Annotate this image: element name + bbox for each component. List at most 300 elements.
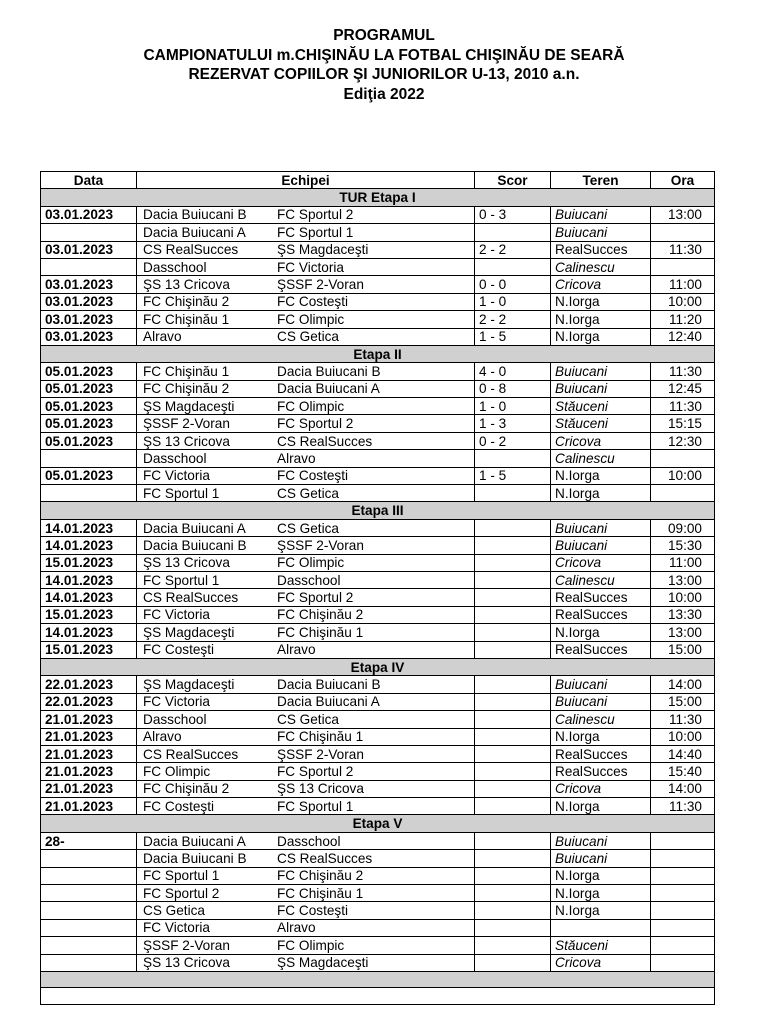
match-date: 03.01.2023 [41, 276, 137, 293]
away-team: ŞSSF 2-Voran [277, 537, 364, 553]
stage-label: Etapa V [41, 815, 715, 832]
home-team: FC Victoria [143, 468, 210, 484]
match-teams [137, 763, 475, 780]
match-date: 28- [41, 832, 137, 849]
home-team: ŞS Magdaceşti [143, 624, 235, 640]
match-row [41, 589, 715, 606]
match-venue: Buiucani [551, 206, 651, 223]
match-date: 14.01.2023 [41, 589, 137, 606]
match-teams [137, 919, 475, 936]
match-time: 14:00 [651, 780, 715, 797]
blank-cell [41, 971, 715, 987]
match-row [41, 554, 715, 571]
match-venue: Stăuceni [551, 398, 651, 415]
match-venue: Calinescu [551, 571, 651, 588]
match-score [475, 571, 551, 588]
match-date [41, 485, 137, 502]
match-row [41, 745, 715, 762]
away-team: ŞSSF 2-Voran [277, 277, 364, 293]
match-time: 13:00 [651, 571, 715, 588]
match-teams [137, 728, 475, 745]
match-score: 1 - 0 [475, 293, 551, 310]
away-team: FC Olimpic [277, 937, 345, 953]
match-time: 13:30 [651, 606, 715, 623]
match-teams [137, 293, 475, 310]
match-row [41, 415, 715, 432]
stage-row [41, 345, 715, 362]
match-teams [137, 415, 475, 432]
away-team: FC Olimpic [277, 555, 345, 571]
match-teams [137, 641, 475, 658]
match-row [41, 937, 715, 954]
match-score [475, 798, 551, 815]
match-score [475, 902, 551, 919]
match-time [651, 832, 715, 849]
away-team: FC Costeşti [277, 468, 349, 484]
away-team: CS Getica [277, 711, 339, 727]
match-score [475, 537, 551, 554]
match-date [41, 867, 137, 884]
home-team: Dacia Buiucani B [143, 537, 247, 553]
match-score [475, 763, 551, 780]
match-venue: N.Iorga [551, 902, 651, 919]
match-venue: Buiucani [551, 850, 651, 867]
match-venue: Buiucani [551, 363, 651, 380]
match-venue: N.Iorga [551, 728, 651, 745]
match-venue: N.Iorga [551, 467, 651, 484]
match-time [651, 885, 715, 902]
match-date: 22.01.2023 [41, 693, 137, 710]
match-score [475, 258, 551, 275]
home-team: FC Chişinău 2 [143, 781, 230, 797]
match-score: 1 - 5 [475, 467, 551, 484]
match-score [475, 867, 551, 884]
header-category: REZERVAT COPIILOR ŞI JUNIORILOR U-13, 2010 a.n. [188, 66, 580, 83]
match-date: 15.01.2023 [41, 641, 137, 658]
match-teams [137, 467, 475, 484]
match-teams [137, 311, 475, 328]
away-team: FC Costeşti [277, 294, 349, 310]
match-row [41, 276, 715, 293]
match-teams [137, 850, 475, 867]
match-score [475, 850, 551, 867]
header-title: PROGRAMUL [333, 27, 435, 44]
match-teams [137, 589, 475, 606]
home-team: FC Sportul 1 [143, 868, 220, 884]
match-date: 03.01.2023 [41, 206, 137, 223]
document-header [0, 26, 768, 104]
match-date: 15.01.2023 [41, 554, 137, 571]
home-team: FC Chişinău 2 [143, 294, 230, 310]
match-time [651, 850, 715, 867]
away-team: FC Sportul 2 [277, 590, 354, 606]
match-venue: Buiucani [551, 537, 651, 554]
match-time: 11:30 [651, 798, 715, 815]
away-team: Dacia Buiucani B [277, 363, 381, 379]
match-row [41, 311, 715, 328]
stage-label: TUR Etapa I [41, 189, 715, 206]
column-header-score: Scor [475, 172, 551, 189]
match-date: 14.01.2023 [41, 571, 137, 588]
match-score [475, 885, 551, 902]
home-team: CS RealSucces [143, 746, 239, 762]
away-team: Dacia Buiucani A [277, 381, 380, 397]
match-time [651, 902, 715, 919]
away-team: FC Olimpic [277, 311, 345, 327]
match-teams [137, 693, 475, 710]
match-date: 15.01.2023 [41, 606, 137, 623]
match-date [41, 885, 137, 902]
match-time: 10:00 [651, 293, 715, 310]
match-score: 0 - 8 [475, 380, 551, 397]
home-team: FC Victoria [143, 920, 210, 936]
home-team: CS Getica [143, 903, 205, 919]
match-row [41, 206, 715, 223]
match-venue: N.Iorga [551, 485, 651, 502]
home-team: ŞS 13 Cricova [143, 277, 230, 293]
home-team: FC Chişinău 1 [143, 311, 230, 327]
match-date [41, 850, 137, 867]
match-teams [137, 937, 475, 954]
column-header-date: Data [41, 172, 137, 189]
away-team: CS Getica [277, 329, 339, 345]
match-time: 14:00 [651, 676, 715, 693]
match-time [651, 937, 715, 954]
match-row [41, 780, 715, 797]
match-venue: Cricova [551, 954, 651, 971]
away-team: FC Sportul 1 [277, 224, 354, 240]
match-score: 1 - 5 [475, 328, 551, 345]
match-row [41, 519, 715, 536]
match-time: 10:00 [651, 589, 715, 606]
match-time: 15:30 [651, 537, 715, 554]
match-score [475, 589, 551, 606]
match-teams [137, 258, 475, 275]
match-score [475, 450, 551, 467]
match-time: 11:00 [651, 276, 715, 293]
match-venue: Cricova [551, 780, 651, 797]
column-header-time: Ora [651, 172, 715, 189]
home-team: Alravo [143, 729, 182, 745]
away-team: Alravo [277, 450, 316, 466]
match-time: 15:00 [651, 641, 715, 658]
away-team: Dasschool [277, 572, 341, 588]
match-time: 11:30 [651, 398, 715, 415]
match-teams [137, 676, 475, 693]
match-row [41, 293, 715, 310]
match-date [41, 954, 137, 971]
home-team: ŞS 13 Cricova [143, 433, 230, 449]
match-venue: Cricova [551, 276, 651, 293]
header-edition: Ediţia 2022 [343, 85, 425, 103]
match-time: 15:40 [651, 763, 715, 780]
away-team: CS Getica [277, 520, 339, 536]
match-teams [137, 885, 475, 902]
match-row [41, 380, 715, 397]
match-date: 21.01.2023 [41, 745, 137, 762]
match-score: 4 - 0 [475, 363, 551, 380]
match-row [41, 485, 715, 502]
stage-row [41, 658, 715, 675]
match-score [475, 519, 551, 536]
column-header-venue: Teren [551, 172, 651, 189]
match-venue: N.Iorga [551, 293, 651, 310]
home-team: Dacia Buiucani A [143, 833, 246, 849]
match-row [41, 571, 715, 588]
match-date: 05.01.2023 [41, 363, 137, 380]
match-score [475, 606, 551, 623]
match-date: 05.01.2023 [41, 415, 137, 432]
match-time [651, 919, 715, 936]
match-row [41, 867, 715, 884]
match-time: 13:00 [651, 206, 715, 223]
match-venue: Buiucani [551, 832, 651, 849]
match-venue: Stăuceni [551, 937, 651, 954]
away-team: FC Chişinău 1 [277, 624, 364, 640]
blank-row [41, 971, 715, 987]
away-team: FC Olimpic [277, 398, 345, 414]
match-time: 15:00 [651, 693, 715, 710]
match-date [41, 919, 137, 936]
match-score: 0 - 2 [475, 432, 551, 449]
match-row [41, 919, 715, 936]
match-time: 15:15 [651, 415, 715, 432]
home-team: FC Costeşti [143, 642, 215, 658]
match-venue: Buiucani [551, 693, 651, 710]
match-venue: RealSucces [551, 606, 651, 623]
home-team: Alravo [143, 329, 182, 345]
match-teams [137, 537, 475, 554]
match-teams [137, 276, 475, 293]
away-team: CS RealSucces [277, 433, 373, 449]
match-time: 11:30 [651, 711, 715, 728]
match-date [41, 937, 137, 954]
match-time: 11:20 [651, 311, 715, 328]
match-venue: RealSucces [551, 745, 651, 762]
match-score [475, 641, 551, 658]
match-score [475, 624, 551, 641]
home-team: ŞS Magdaceşti [143, 398, 235, 414]
header-championship: CAMPIONATULUI m.CHIŞINĂU LA FOTBAL CHIŞINĂU DE SEARĂ [143, 46, 625, 64]
match-row [41, 954, 715, 971]
match-teams [137, 902, 475, 919]
match-time: 10:00 [651, 467, 715, 484]
match-score: 2 - 2 [475, 241, 551, 258]
match-venue: Buiucani [551, 224, 651, 241]
match-teams [137, 780, 475, 797]
match-teams [137, 519, 475, 536]
match-date: 21.01.2023 [41, 711, 137, 728]
away-team: FC Chişinău 1 [277, 729, 364, 745]
match-score [475, 711, 551, 728]
home-team: ŞSSF 2-Voran [143, 416, 230, 432]
match-venue: N.Iorga [551, 311, 651, 328]
match-date [41, 258, 137, 275]
match-row [41, 224, 715, 241]
match-row [41, 728, 715, 745]
table-body [41, 189, 715, 1005]
match-teams [137, 832, 475, 849]
match-score [475, 676, 551, 693]
match-date [41, 224, 137, 241]
match-row [41, 624, 715, 641]
match-teams [137, 398, 475, 415]
table-header-row [41, 172, 715, 189]
match-venue: N.Iorga [551, 624, 651, 641]
match-row [41, 432, 715, 449]
away-team: FC Chişinău 1 [277, 885, 364, 901]
match-teams [137, 954, 475, 971]
match-score: 1 - 3 [475, 415, 551, 432]
away-team: FC Chişinău 2 [277, 607, 364, 623]
match-date: 03.01.2023 [41, 311, 137, 328]
match-time: 12:30 [651, 432, 715, 449]
match-teams [137, 485, 475, 502]
match-date: 05.01.2023 [41, 432, 137, 449]
away-team: FC Sportul 1 [277, 798, 354, 814]
stage-label: Etapa III [41, 502, 715, 519]
home-team: FC Chişinău 1 [143, 363, 230, 379]
match-time: 14:40 [651, 745, 715, 762]
match-score: 0 - 0 [475, 276, 551, 293]
home-team: FC Sportul 1 [143, 485, 220, 501]
away-team: ŞS Magdaceşti [277, 242, 369, 258]
match-teams [137, 224, 475, 241]
stage-row [41, 189, 715, 206]
away-team: Dacia Buiucani B [277, 677, 381, 693]
match-venue: N.Iorga [551, 328, 651, 345]
match-score: 2 - 2 [475, 311, 551, 328]
match-teams [137, 745, 475, 762]
match-date: 14.01.2023 [41, 537, 137, 554]
away-team: FC Chişinău 2 [277, 868, 364, 884]
match-row [41, 711, 715, 728]
match-time [651, 867, 715, 884]
match-teams [137, 798, 475, 815]
match-teams [137, 554, 475, 571]
stage-row [41, 815, 715, 832]
home-team: FC Costeşti [143, 798, 215, 814]
column-header-teams: Echipei [137, 172, 475, 189]
home-team: ŞS Magdaceşti [143, 677, 235, 693]
match-row [41, 258, 715, 275]
match-date: 03.01.2023 [41, 293, 137, 310]
match-score [475, 832, 551, 849]
match-score [475, 954, 551, 971]
stage-label: Etapa II [41, 345, 715, 362]
match-row [41, 450, 715, 467]
match-time: 11:30 [651, 241, 715, 258]
match-teams [137, 328, 475, 345]
match-teams [137, 380, 475, 397]
home-team: Dacia Buiucani A [143, 224, 246, 240]
match-row [41, 641, 715, 658]
away-team: FC Sportul 2 [277, 763, 354, 779]
away-team: Dacia Buiucani A [277, 694, 380, 710]
home-team: ŞS 13 Cricova [143, 555, 230, 571]
home-team: Dasschool [143, 711, 207, 727]
match-time: 11:00 [651, 554, 715, 571]
match-teams [137, 450, 475, 467]
match-score [475, 485, 551, 502]
match-row [41, 241, 715, 258]
match-row [41, 798, 715, 815]
home-team: FC Olimpic [143, 763, 211, 779]
match-venue: Cricova [551, 432, 651, 449]
match-date [41, 902, 137, 919]
match-row [41, 850, 715, 867]
match-time: 10:00 [651, 728, 715, 745]
away-team: Dasschool [277, 833, 341, 849]
match-date [41, 450, 137, 467]
home-team: CS RealSucces [143, 242, 239, 258]
home-team: CS RealSucces [143, 590, 239, 606]
match-time: 12:40 [651, 328, 715, 345]
match-venue: Buiucani [551, 676, 651, 693]
match-date: 21.01.2023 [41, 763, 137, 780]
match-time: 12:45 [651, 380, 715, 397]
match-date: 14.01.2023 [41, 519, 137, 536]
home-team: FC Sportul 2 [143, 885, 220, 901]
home-team: ŞS 13 Cricova [143, 955, 230, 971]
match-time: 09:00 [651, 519, 715, 536]
schedule-table [40, 171, 715, 1005]
away-team: ŞS Magdaceşti [277, 955, 369, 971]
stage-label: Etapa IV [41, 658, 715, 675]
away-team: ŞSSF 2-Voran [277, 746, 364, 762]
match-score [475, 728, 551, 745]
away-team: CS RealSucces [277, 850, 373, 866]
away-team: FC Sportul 2 [277, 207, 354, 223]
match-score [475, 554, 551, 571]
match-venue: RealSucces [551, 589, 651, 606]
match-venue: Buiucani [551, 519, 651, 536]
home-team: Dasschool [143, 450, 207, 466]
match-score: 0 - 3 [475, 206, 551, 223]
match-score: 1 - 0 [475, 398, 551, 415]
away-team: FC Victoria [277, 259, 344, 275]
home-team: Dacia Buiucani A [143, 520, 246, 536]
blank-cell [41, 987, 715, 1004]
away-team: FC Sportul 2 [277, 416, 354, 432]
match-teams [137, 241, 475, 258]
match-time: 11:30 [651, 363, 715, 380]
match-teams [137, 711, 475, 728]
match-date: 21.01.2023 [41, 780, 137, 797]
match-date: 03.01.2023 [41, 328, 137, 345]
match-row [41, 676, 715, 693]
match-row [41, 693, 715, 710]
match-row [41, 467, 715, 484]
home-team: Dacia Buiucani B [143, 207, 247, 223]
match-time [651, 954, 715, 971]
match-venue: Stăuceni [551, 415, 651, 432]
match-venue: N.Iorga [551, 885, 651, 902]
match-venue: Cricova [551, 554, 651, 571]
home-team: FC Victoria [143, 607, 210, 623]
away-team: FC Costeşti [277, 903, 349, 919]
home-team: ŞSSF 2-Voran [143, 937, 230, 953]
match-date: 14.01.2023 [41, 624, 137, 641]
match-teams [137, 363, 475, 380]
home-team: FC Sportul 1 [143, 572, 220, 588]
match-score [475, 919, 551, 936]
blank-row [41, 987, 715, 1004]
match-venue: Buiucani [551, 380, 651, 397]
away-team: CS Getica [277, 485, 339, 501]
match-date: 05.01.2023 [41, 467, 137, 484]
match-time [651, 485, 715, 502]
